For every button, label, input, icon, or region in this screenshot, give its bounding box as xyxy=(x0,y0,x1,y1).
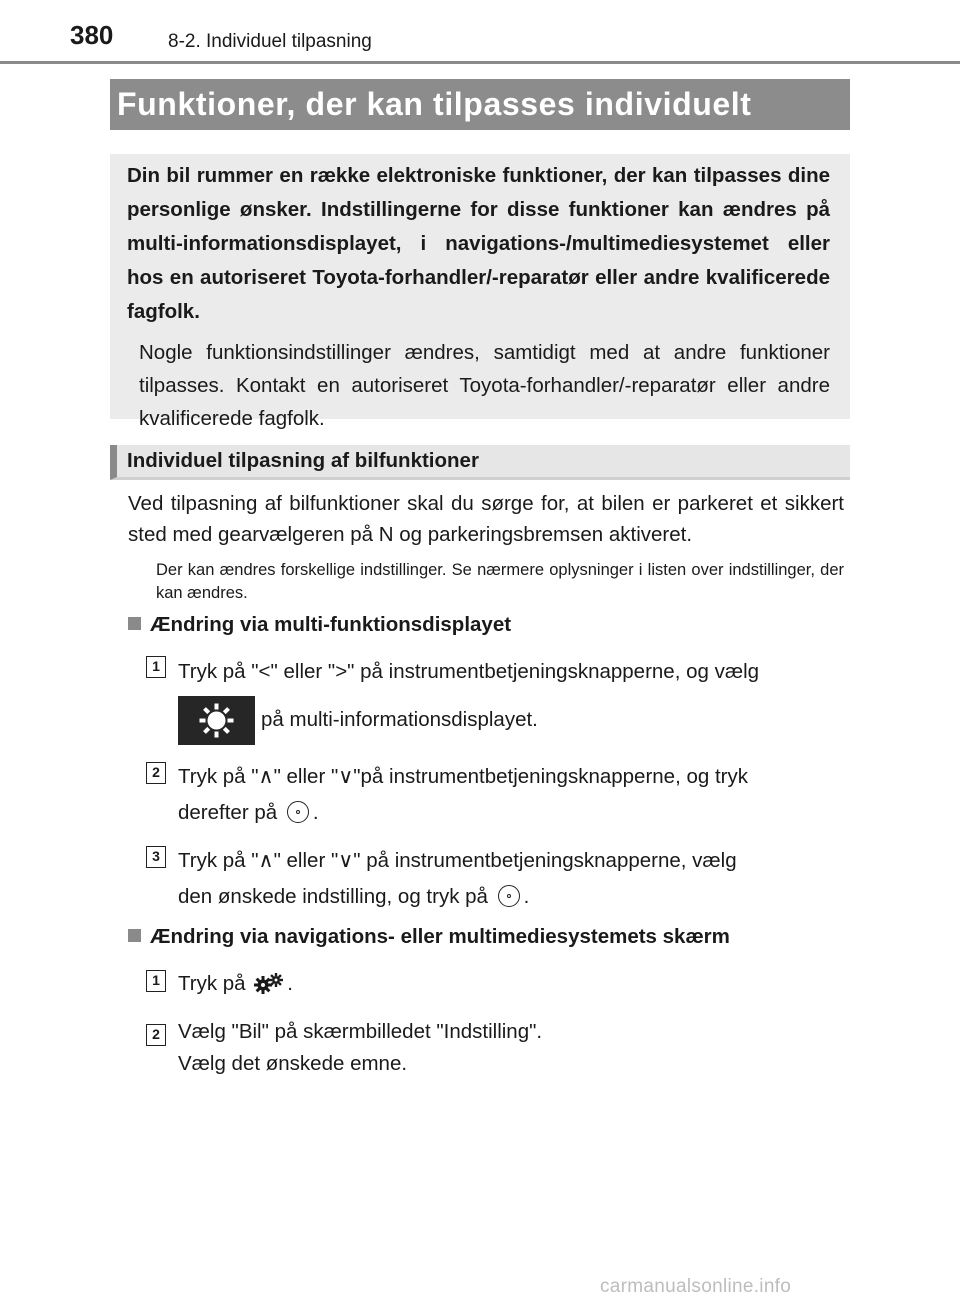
watermark: carmanualsonline.info xyxy=(600,1276,792,1297)
header-divider xyxy=(0,61,960,64)
section-a-heading-text: Ændring via multi-funktionsdisplayet xyxy=(150,613,512,636)
intro-note: Nogle funktionsindstillinger ændres, samtidigt med at andre funktioner tilpasses. Kontakt en autoriseret Toyota-forhandler/-reparatør eller andre kvalificerede fagfolk. xyxy=(139,341,830,430)
step-a1-text: Tryk på "<" eller ">" på instrumentbetjeningsknapperne, og vælg xyxy=(178,660,760,683)
step-b1-number: 1 xyxy=(146,970,166,992)
section-subheading: Individuel tilpasning af bilfunktioner xyxy=(110,445,850,480)
settings-gear-icon xyxy=(178,696,255,745)
bullet-square-icon xyxy=(128,617,141,630)
bullet-square-icon xyxy=(128,929,141,942)
step-a1-number: 1 xyxy=(146,656,166,678)
small-note: Der kan ændres forskellige indstillinger. Se nærmere oplysninger i listen over indstillinger, der kan ændres. xyxy=(156,561,844,602)
section-reference: 8-2. Individuel tilpasning xyxy=(168,31,372,52)
step-a2-tail-end: . xyxy=(312,801,319,824)
section-b-heading xyxy=(128,924,730,950)
section-a-heading xyxy=(128,612,511,638)
step-b1-text-start: Tryk på xyxy=(178,972,246,995)
section-b-heading-text: Ændring via navigations- eller multimediesystemets skærm xyxy=(150,925,730,948)
ok-button-icon xyxy=(287,801,309,823)
body-paragraph: Ved tilpasning af bilfunktioner skal du sørge for, at bilen er parkeret et sikkert sted med gearvælgeren på N og parkeringsbremsen aktiveret. xyxy=(128,492,844,546)
step-a3-tail-end: . xyxy=(523,885,530,908)
step-a3-number: 3 xyxy=(146,846,166,868)
double-gear-icon xyxy=(253,970,285,1006)
intro-text: Din bil rummer en række elektroniske funktioner, der kan tilpasses dine personlige ønsker. Indstillingerne for disse funktioner kan ændres på multi-informationsdisplayet, i navigations-/multimediesystemet eller hos en autoriseret Toyota-forhandler/-reparatør eller andre kvalificerede fagfolk. xyxy=(127,164,830,323)
page-title: Funktioner, der kan tilpasses individuelt xyxy=(110,79,850,130)
step-a3-text: Tryk på "∧" eller "∨" på instrumentbetjeningsknapperne, vælg xyxy=(178,849,737,872)
step-a2-tail-text: derefter på xyxy=(178,801,278,824)
step-a3-tail-text: den ønskede indstilling, og tryk på xyxy=(178,885,488,908)
step-a2-tail xyxy=(178,795,319,831)
step-a1-tail: på multi-informationsdisplayet. xyxy=(261,708,538,731)
page-number: 380 xyxy=(70,20,114,50)
step-b2-number: 2 xyxy=(146,1024,166,1046)
step-a2-number: 2 xyxy=(146,762,166,784)
step-b2-line2: Vælg det ønskede emne. xyxy=(178,1052,408,1075)
step-a3-tail xyxy=(178,879,529,915)
intro-box xyxy=(110,154,850,430)
step-b2-line1: Vælg "Bil" på skærmbilledet "Indstilling". xyxy=(178,1020,543,1043)
step-a2-text: Tryk på "∧" eller "∨"på instrumentbetjeningsknapperne, og tryk xyxy=(178,765,748,788)
step-b1-text xyxy=(178,966,293,1006)
step-b1-text-end: . xyxy=(287,972,293,995)
ok-button-icon xyxy=(498,885,520,907)
